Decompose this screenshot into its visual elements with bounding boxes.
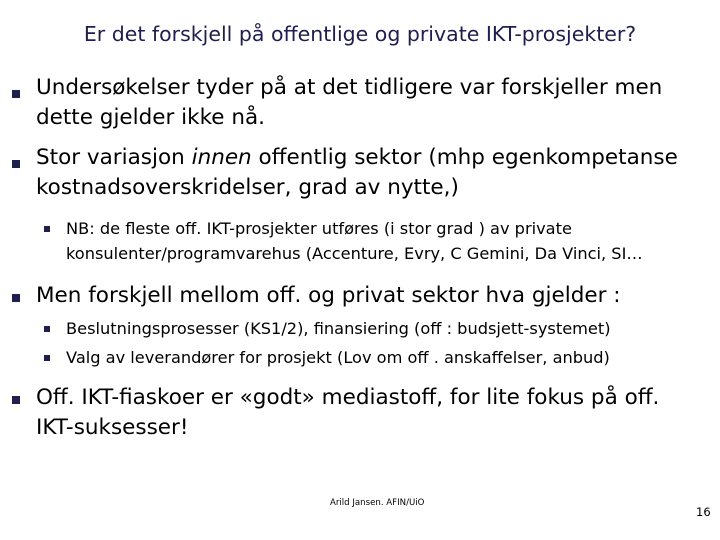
bullet-2-text [36, 143, 678, 203]
sub-bullet-marker [44, 326, 50, 332]
bullet-2-text-emphasis: innen [191, 145, 252, 170]
bullet-2-text-post: offentlig sektor (mhp egenkompetanse [251, 145, 678, 170]
slide-title: Er det forskjell på offentlige og private IKT-prosjekter? [83, 22, 637, 46]
sub-bullet-nb-line-1: NB: de fleste off. IKT-prosjekter utføres (i stor grad ) av private [66, 219, 572, 238]
bullet-4-text [36, 383, 659, 443]
bullet-2-line-1 [36, 143, 678, 173]
bullet-1-line-1: Undersøkelser tyder på at det tidligere var forskjeller men [36, 75, 663, 100]
sub-bullet-decision-line: Beslutningsprosesser (KS1/2), finansiering (off : budsjett-systemet) [66, 319, 611, 338]
bullet-2-line-2: kostnadsoverskridelser, grad av nytte,) [36, 175, 459, 200]
sub-bullet-nb-text [66, 216, 643, 266]
bullet-1-text [36, 73, 662, 133]
bullet-marker [12, 90, 20, 98]
bullet-marker [12, 294, 20, 302]
bullet-4-line-1: Off. IKT-fiaskoer er «godt» mediastoff, for lite fokus på off. [36, 385, 660, 410]
bullet-4-line-2: IKT-suksesser! [36, 415, 189, 440]
sub-bullet-decision-text [66, 316, 611, 341]
sub-bullet-vendor-text [66, 345, 610, 370]
footer-author: Arild Jansen. AFIN/UiO [330, 498, 425, 508]
sub-bullet-marker [44, 355, 50, 361]
bullet-2-text-pre: Stor variasjon [36, 145, 192, 170]
bullet-marker [12, 160, 20, 168]
bullet-1-line-2: dette gjelder ikke nå. [36, 105, 265, 130]
page-number: 16 [696, 505, 711, 519]
sub-bullet-vendor-line: Valg av leverandører for prosjekt (Lov om off . anskaffelser, anbud) [66, 348, 610, 367]
sub-bullet-marker [44, 226, 50, 232]
bullet-3-line-1: Men forskjell mellom off. og privat sektor hva gjelder : [36, 283, 621, 308]
sub-bullet-nb-line-2: konsulenter/programvarehus (Accenture, Evry, C Gemini, Da Vinci, SI… [66, 244, 643, 263]
bullet-marker [12, 396, 20, 404]
bullet-3-text [36, 281, 621, 311]
